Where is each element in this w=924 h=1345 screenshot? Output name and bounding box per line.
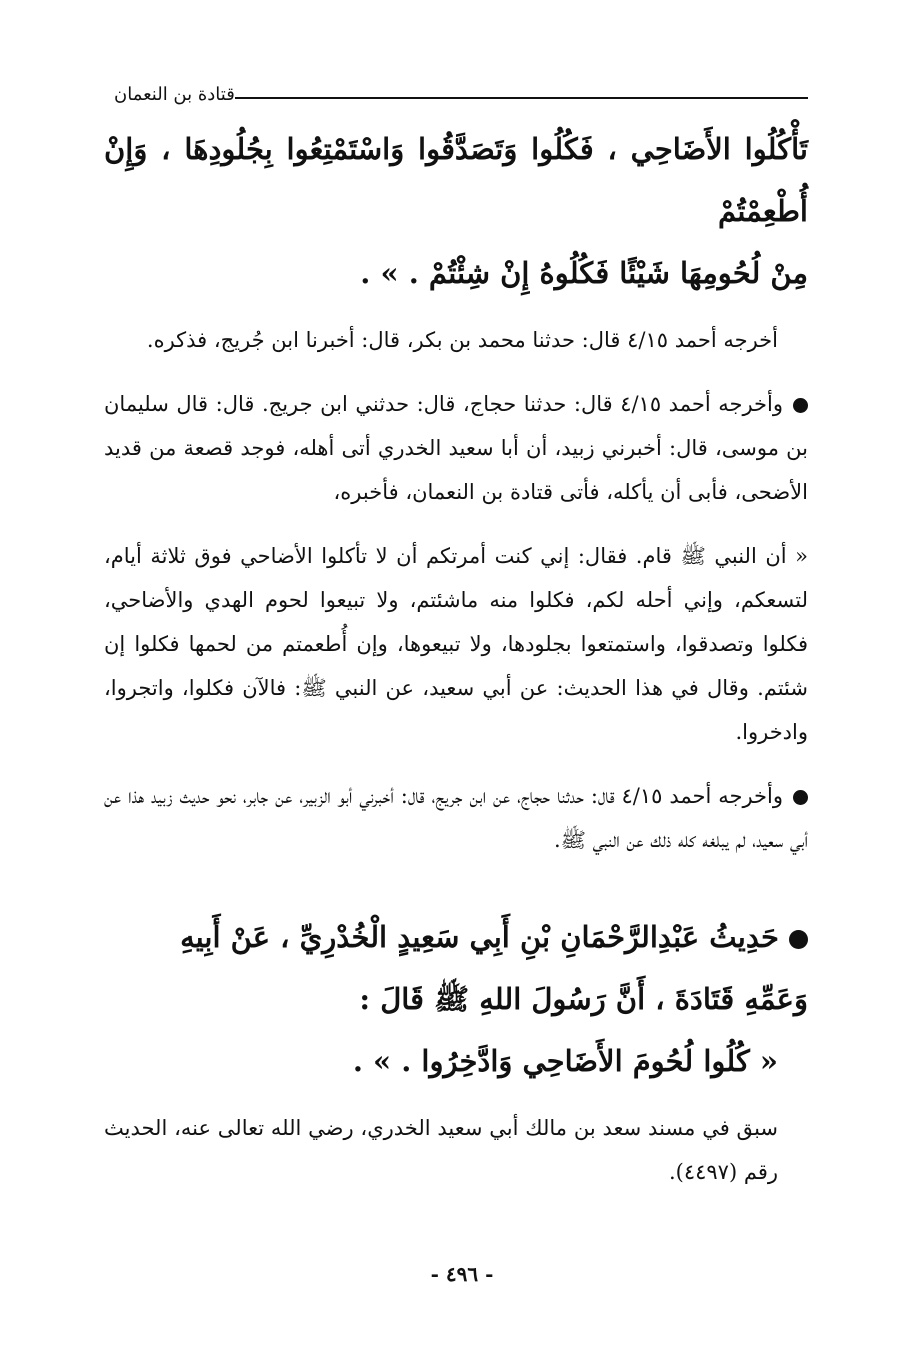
bullet-icon xyxy=(789,930,808,949)
paragraph-5: سبق في مسند سعد بن مالك أبي سعيد الخدري، رضي الله تعالى عنه، الحديث رقم (٤٤٩٧). xyxy=(104,1116,778,1184)
spacer xyxy=(104,862,808,906)
spacer xyxy=(104,754,808,774)
page-content xyxy=(104,118,808,1194)
paragraph-2 xyxy=(104,382,808,514)
hadith-heading-line2: وَعَمِّهِ قَتَادَةَ ، أَنَّ رَسُولَ اللهِ ﷺ قَالَ : xyxy=(359,982,808,1016)
paragraph-4 xyxy=(104,774,808,862)
hadith-heading-line1 xyxy=(104,906,808,968)
bullet-icon xyxy=(793,398,808,413)
running-header xyxy=(104,84,808,105)
header-title: قتادة بن النعمان xyxy=(114,84,235,105)
page-number: - ٤٩٦ - xyxy=(430,1262,494,1286)
bullet-icon xyxy=(793,790,808,805)
quote2: « كُلُوا لُحُومَ الأَضَاحِي وَادَّخِرُوا . » . xyxy=(352,1044,778,1078)
paragraph-1: أخرجه أحمد ٤/١٥ قال: حدثنا محمد بن بكر، قال: أخبرنا ابن جُريج، فذكره. xyxy=(146,328,778,352)
quote1-line1: تَأْكُلُوا الأَضَاحِي ، فَكُلُوا وَتَصَدَّقُوا وَاسْتَمْتِعُوا بِجُلُودِهَا ، وَإِنْ أُطْعِمْتُمْ xyxy=(104,132,808,228)
paragraph-2-text: وأخرجه أحمد ٤/١٥ قال: حدثنا حجاج، قال: حدثني ابن جريج. قال: قال سليمان بن موسى، قال: أخبرني زبيد، أن أبا سعيد الخدري أتى أهله، فوجد قصعة من قديد الأضحى، فأبى أن يأكله، فأتى قتادة بن النعمان، فأخبره، xyxy=(104,392,808,504)
header-rule xyxy=(235,97,808,99)
spacer xyxy=(104,1092,808,1106)
spacer xyxy=(104,362,808,382)
spacer xyxy=(104,514,808,534)
hadith-heading-line1-text: حَدِيثُ عَبْدِالرَّحْمَانِ بْنِ أَبِي سَعِيدٍ الْخُدْرِيِّ ، عَنْ أَبِيهِ xyxy=(180,920,779,954)
spacer xyxy=(104,304,808,318)
paragraph-4-text: وأخرجه أحمد ٤/١٥ قال: حدثنا حجاج، عن ابن جريج، قال: أخبرني أبو الزبير، عن جابر، نحو حديث زبيد هذا عن أبي سعيد، لم يبلغه كله ذلك عن النبي ﷺ. xyxy=(104,784,808,852)
paragraph-3: « أن النبي ﷺ قام. فقال: إني كنت أمرتكم أن لا تأكلوا الأضاحي فوق ثلاثة أيام، لتسعكم، وإني أحله لكم، فكلوا منه ماشئتم، ولا تبيعوا لحوم الهدي والأضاحي، فكلوا وتصدقوا، واستمتعوا بجلودها، ولا تبيعوها، وإن أُطعمتم من لحمها فكلوا إن شئتم. وقال في هذا الحديث: عن أبي سعيد، عن النبي ﷺ: فالآن فكلوا، واتجروا، وادخروا. xyxy=(104,544,808,744)
quote1-line2: مِنْ لُحُومِهَا شَيْئًا فَكُلُوهُ إِنْ شِئْتُمْ . » . xyxy=(360,256,808,290)
